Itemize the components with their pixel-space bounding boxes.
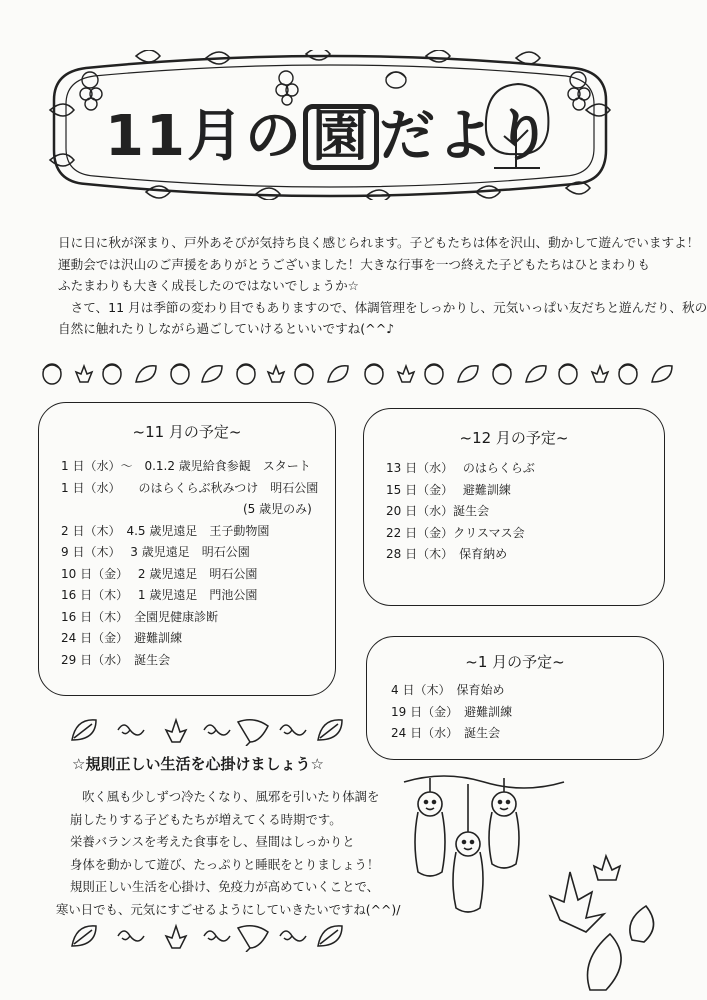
list-item: 24 日（水） 誕生会 — [391, 726, 501, 740]
maple-leaf-icon — [166, 926, 186, 948]
acorn-icon — [171, 364, 189, 384]
list-item: 28 日（木） 保育納め — [386, 547, 508, 561]
rules-line: 栄養バランスを考えた食事をし、昼間はしっかりと — [70, 834, 355, 849]
november-heading: ~11 月の予定~ — [132, 423, 242, 441]
november-schedule-box — [38, 402, 336, 696]
swirl-icon — [204, 725, 230, 735]
december-heading: ~12 月の予定~ — [459, 429, 569, 447]
list-item: 19 日（金） 避難訓練 — [391, 704, 513, 719]
november-list — [61, 456, 335, 671]
list-item: 10 日（金） 2 歳児遠足 明石公園 — [61, 566, 258, 581]
maple-leaf-icon — [550, 856, 654, 990]
leaf-icon — [526, 366, 546, 382]
leaf-decoration-row-bottom — [68, 918, 358, 952]
acorn-icon — [493, 364, 511, 384]
rules-body — [56, 786, 401, 921]
january-heading: ~1 月の予定~ — [465, 653, 565, 671]
leaf-icon — [202, 366, 222, 382]
acorn-icon — [619, 364, 637, 384]
rules-title: ☆規則正しい生活を心掛けましょう☆ — [72, 755, 324, 773]
teru-teru-bozu-icon — [453, 784, 483, 912]
list-item: 16 日（木） 全園児健康診断 — [61, 609, 219, 624]
list-item: 15 日（金） 避難訓練 — [386, 482, 511, 497]
teru-teru-bozu-icon — [415, 778, 445, 876]
rules-line: 吹く風も少しずつ冷たくなり、風邪を引いたり体調を — [82, 789, 380, 804]
list-item: 20 日（水）誕生会 — [386, 504, 490, 518]
acorn-icon — [559, 364, 577, 384]
january-schedule-box — [366, 636, 664, 760]
december-list — [386, 458, 664, 566]
swirl-icon — [118, 931, 144, 941]
maple-leaf-icon — [592, 366, 608, 382]
leaf-icon — [652, 366, 672, 382]
page-title — [105, 92, 553, 172]
acorn-icon — [103, 364, 121, 384]
list-item: 16 日（木） 1 歳児遠足 門池公園 — [61, 588, 258, 602]
intro-line: 運動会では沢山のご声援をありがとうございました！大きな行事を一つ終えた子どもたちはひとまわりも — [58, 256, 650, 272]
list-item: (5 歳児のみ) — [243, 502, 312, 516]
intro-line: 自然に触れたりしながら過ごしていけるといいですね(^^♪ — [58, 321, 395, 336]
intro-text — [58, 232, 707, 340]
intro-line: さて、11 月は季節の変わり目でもありますので、体調管理をしっかりし、元気いっぱい友だちと遊んだり、秋の — [58, 299, 707, 315]
rules-line: 寒い日でも、元気にすごせるようにしていきたいですね(^^)/ — [56, 901, 401, 917]
acorn-icon — [237, 364, 255, 384]
leaf-icon — [136, 366, 156, 382]
leaf-icon — [458, 366, 478, 382]
intro-line: ふたまわりも大きく成長したのではないでしょうか☆ — [58, 278, 359, 293]
autumn-decoration-row — [40, 356, 690, 390]
leaf-icon — [72, 720, 96, 740]
january-list — [391, 680, 663, 745]
list-item: 13 日（水） のはらくらぶ — [386, 461, 535, 475]
acorn-icon — [425, 364, 443, 384]
maple-leaf-icon — [76, 366, 92, 382]
maple-leaf-icon — [268, 366, 284, 382]
acorn-icon — [43, 364, 61, 384]
list-item: 24 日（金） 避難訓練 — [61, 631, 183, 645]
list-item: 29 日（水） 誕生会 — [61, 652, 171, 667]
list-item: 1 日（水） のはらくらぶ秋みつけ 明石公園 — [61, 480, 319, 495]
list-item: 2 日（木） 4.5 歳児遠足 王子動物園 — [61, 523, 270, 538]
list-item: 9 日（木） 3 歳児遠足 明石公園 — [61, 545, 250, 559]
ginkgo-leaf-icon — [238, 926, 268, 952]
december-schedule-box — [363, 408, 665, 606]
title-kanji-box: 園 — [303, 104, 379, 170]
maple-leaf-icon — [166, 720, 186, 742]
swirl-icon — [280, 725, 306, 735]
teru-teru-bozu-illustration — [400, 770, 670, 995]
swirl-icon — [118, 725, 144, 735]
title-number: 11 — [105, 104, 187, 169]
rules-line: 身体を動かして遊び、たっぷりと睡眠をとりましょう！ — [70, 856, 380, 872]
list-item: 1 日（水）～ 0.1.2 歳児給食参観 スタート — [61, 459, 311, 473]
swirl-icon — [280, 931, 306, 941]
maple-leaf-icon — [398, 366, 414, 382]
intro-line: 日に日に秋が深まり、戸外あそびが気持ち良く感じられます。子どもたちは体を沢山、動かして遊んでいますよ！ — [58, 235, 700, 250]
rules-line: 崩したりする子どもたちが増えてくる時期です。 — [70, 811, 342, 827]
acorn-icon — [386, 72, 406, 88]
leaf-icon — [72, 926, 96, 946]
rules-line: 規則正しい生活を心掛け、免疫力が高めていくことで、 — [70, 879, 380, 894]
title-month: 月の — [186, 104, 303, 169]
acorn-icon — [365, 364, 383, 384]
leaf-icon — [328, 366, 348, 382]
teru-teru-bozu-icon — [489, 778, 519, 868]
leaf-decoration-row-top — [68, 712, 358, 746]
title-rest: だより — [378, 104, 553, 169]
leaf-icon — [318, 720, 342, 740]
ginkgo-leaf-icon — [238, 720, 268, 746]
swirl-icon — [204, 931, 230, 941]
list-item: 4 日（木） 保育始め — [391, 683, 505, 697]
list-item: 22 日（金）クリスマス会 — [386, 525, 525, 540]
acorn-icon — [295, 364, 313, 384]
leaf-icon — [318, 926, 342, 946]
